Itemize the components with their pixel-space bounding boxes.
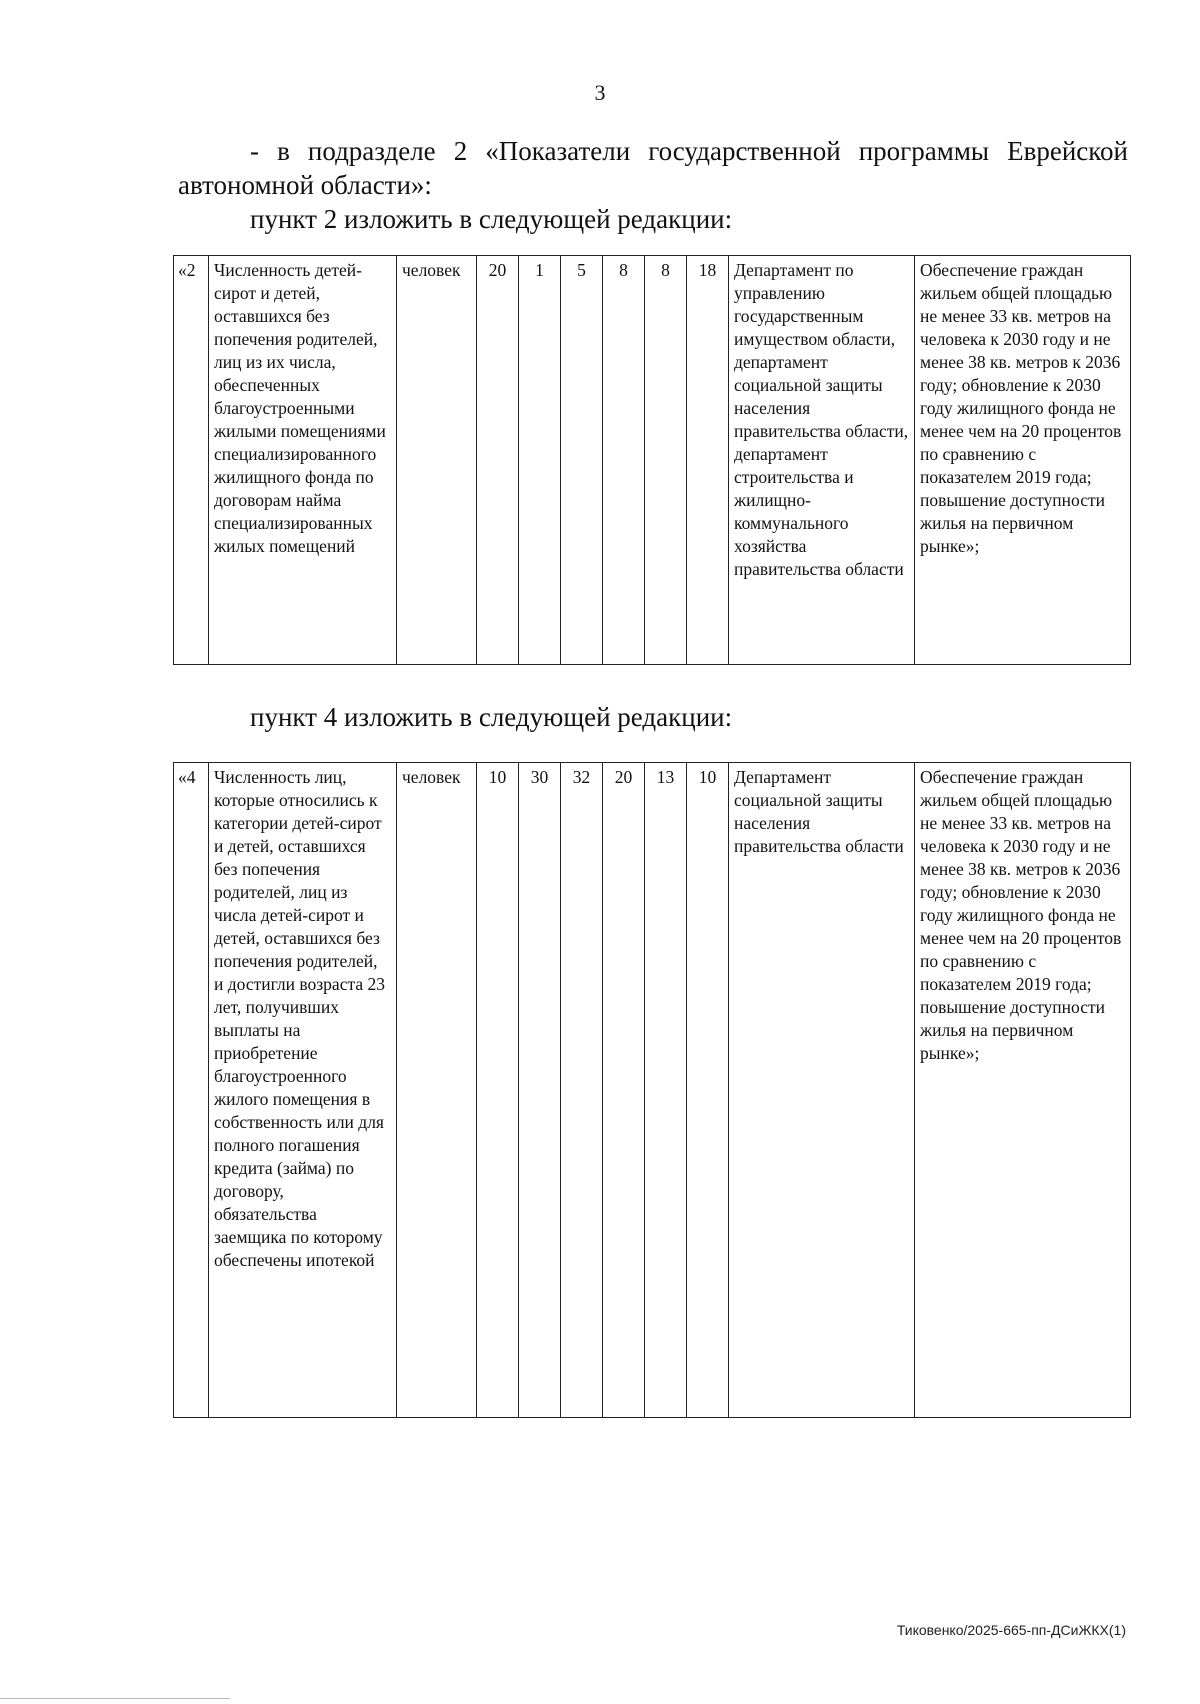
item2-heading: пункт 2 изложить в следующей редакции: <box>250 204 733 234</box>
value-cell: 18 <box>687 256 729 665</box>
scan-artifact <box>0 1698 230 1699</box>
page-number: 3 <box>594 80 606 105</box>
goal-cell: Обеспечение граждан жильем общей площадью не менее 33 кв. метров на человека к 2030 году и не менее 38 кв. метров к 2036 году; обновление к 2030 году жилищного фонда не менее чем на 20 процентов по сравнению с показателем 2019 года; повышение доступности жилья на первичном рынке»; <box>915 763 1131 1418</box>
indicator-table-item-2 <box>173 255 1131 665</box>
value-cell: 5 <box>561 256 603 665</box>
goal-cell: Обеспечение граждан жильем общей площадью не менее 33 кв. метров на человека к 2030 году и не менее 38 кв. метров к 2036 году; обновление к 2030 году жилищного фонда не менее чем на 20 процентов по сравнению с показателем 2019 года; повышение доступности жилья на первичном рынке»; <box>915 256 1131 665</box>
value-cell: 32 <box>561 763 603 1418</box>
indicator-table-item-4 <box>173 762 1131 1418</box>
indicator-name-cell: Численность детей-сирот и детей, оставшихся без попечения родителей, лиц из их числа, обеспеченных благоустроенными жилыми помещениями специализированного жилищного фонда по договорам найма специализированных жилых помещений <box>209 256 397 665</box>
value-cell: 30 <box>519 763 561 1418</box>
value-cell: 10 <box>477 763 519 1418</box>
row-prefix: «4 <box>174 763 209 1418</box>
table-row <box>174 256 1131 665</box>
value-cell: 1 <box>519 256 561 665</box>
value-cell: 8 <box>645 256 687 665</box>
value-cell: 10 <box>687 763 729 1418</box>
row-prefix: «2 <box>174 256 209 665</box>
value-cell: 8 <box>603 256 645 665</box>
item4-heading: пункт 4 изложить в следующей редакции: <box>250 702 733 732</box>
unit-cell: человек <box>397 256 477 665</box>
document-footer-code: Тиковенко/2025-665-пп-ДСиЖКХ(1) <box>896 1622 1126 1638</box>
unit-cell: человек <box>397 763 477 1418</box>
value-cell: 13 <box>645 763 687 1418</box>
indicator-name-cell: Численность лиц, которые относились к категории детей-сирот и детей, оставшихся без попечения родителей, лиц из числа детей-сирот и детей, оставшихся без попечения родителей, и достигли возраста 23 лет, получивших выплаты на приобретение благоустроенного жилого помещения в собственность или для полного погашения кредита (займа) по договору, обязательства заемщика по которому обеспечены ипотекой <box>209 763 397 1418</box>
table-row <box>174 763 1131 1418</box>
intro-paragraph: - в подразделе 2 «Показатели государственной программы Еврейской автономной области»: <box>178 136 1128 200</box>
responsible-cell: Департамент социальной защиты населения правительства области <box>729 763 915 1418</box>
responsible-cell: Департамент по управлению государственным имуществом области, департамент социальной защиты населения правительства области, департамент строительства и жилищно-коммунального хозяйства правительства области <box>729 256 915 665</box>
value-cell: 20 <box>477 256 519 665</box>
value-cell: 20 <box>603 763 645 1418</box>
